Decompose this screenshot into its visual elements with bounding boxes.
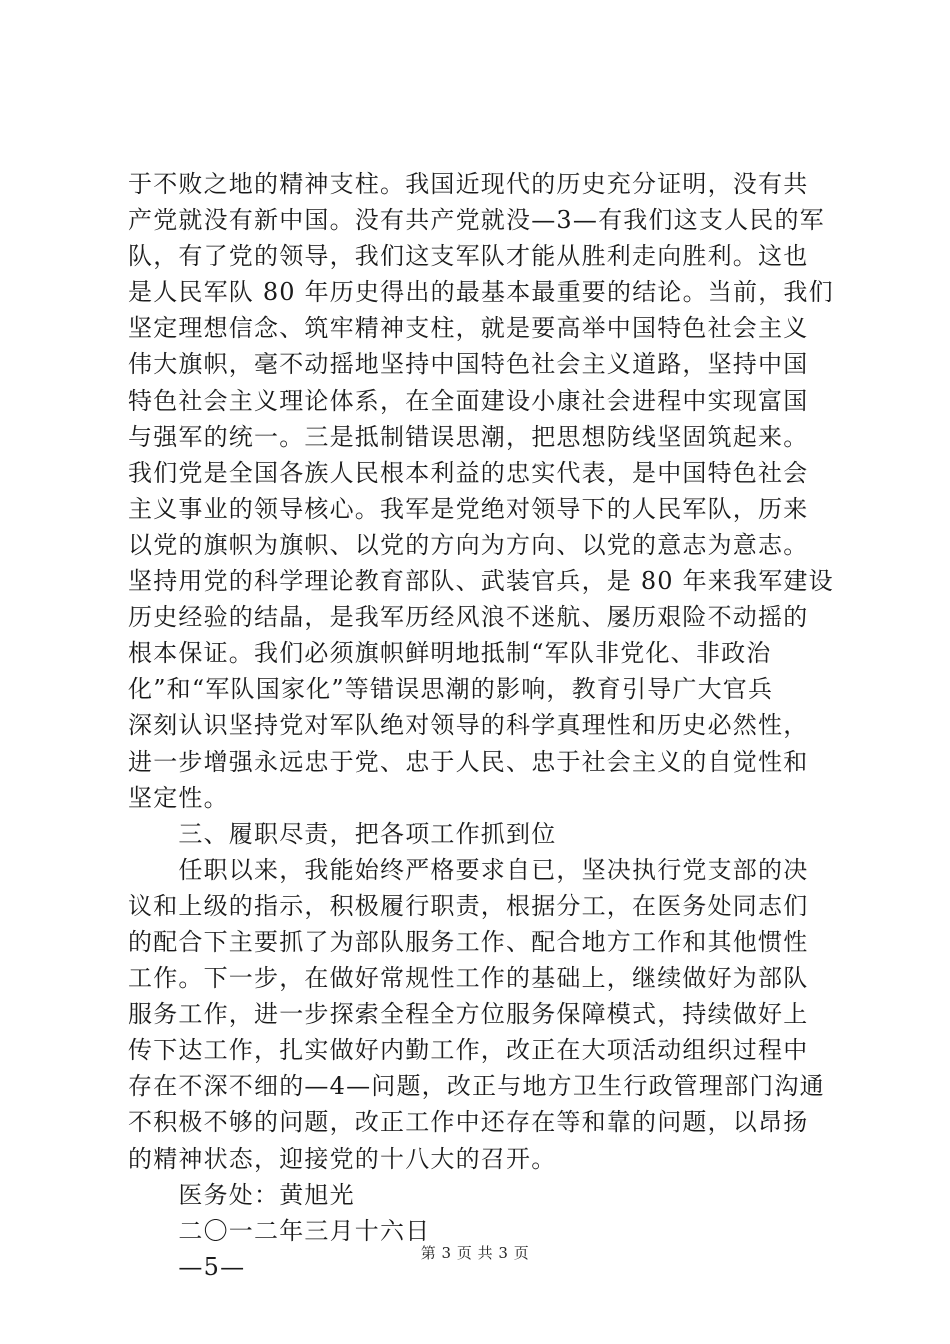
text-line: 特色社会主义理论体系，在全面建设小康社会进程中实现富国 [128,386,809,415]
text-line: 不积极不够的问题，改正工作中还存在等和靠的问题，以昂扬 [128,1108,809,1137]
text-line: 坚定性。 [128,783,229,812]
text-line: 的精神状态，迎接党的十八大的召开。 [128,1144,557,1173]
text-line: 我们党是全国各族人民根本利益的忠实代表，是中国特色社会 [128,458,809,487]
text-line: 产党就没有新中国。没有共产党就没—3—有我们这支人民的军 [128,206,825,235]
text-line: 进一步增强永远忠于党、忠于人民、忠于社会主义的自觉性和 [128,747,809,776]
text-line: 是人民军队 80 年历史得出的最基本最重要的结论。当前，我们 [128,278,834,307]
text-line: 的配合下主要抓了为部队服务工作、配合地方工作和其他惯性 [128,927,809,956]
page-footer [0,1242,950,1263]
text-line: 以党的旗帜为旗帜、以党的方向为方向、以党的意志为意志。 [128,530,809,559]
text-line: 任职以来，我能始终严格要求自已，坚决执行党支部的决 [128,855,809,884]
inline-page-marker: —5— [128,1252,246,1281]
text-line: 服务工作，进一步探索全程全方位服务保障模式，持续做好上 [128,1000,809,1029]
signature-date: 二〇一二年三月十六日 [128,1216,431,1245]
document-body [128,166,834,1285]
text-line: 历史经验的结晶，是我军历经风浪不迷航、屡历艰险不动摇的 [128,603,809,632]
signature-department: 医务处：黄旭光 [128,1180,355,1209]
page-number-label: 第 3 页 共 3 页 [420,1244,530,1262]
text-line: 化”和“军队国家化”等错误思潮的影响，教育引导广大官兵 [128,675,774,704]
text-line: 坚定理想信念、筑牢精神支柱，就是要高举中国特色社会主义 [128,314,809,343]
text-line: 队，有了党的领导，我们这支军队才能从胜利走向胜利。这也 [128,242,809,271]
text-line: 存在不深不细的—4—问题，改正与地方卫生行政管理部门沟通 [128,1072,825,1101]
text-line: 根本保证。我们必须旗帜鲜明地抵制“军队非党化、非政治 [128,639,772,668]
text-line: 传下达工作，扎实做好内勤工作，改正在大项活动组织过程中 [128,1036,809,1065]
text-line: 深刻认识坚持党对军队绝对领导的科学真理性和历史必然性， [128,711,809,740]
text-line: 议和上级的指示，积极履行职责，根据分工，在医务处同志们 [128,891,809,920]
section-heading: 三、履职尽责，把各项工作抓到位 [128,819,557,848]
text-line: 与强军的统一。三是抵制错误思潮，把思想防线坚固筑起来。 [128,422,809,451]
text-line: 于不败之地的精神支柱。我国近现代的历史充分证明，没有共 [128,170,809,198]
text-line: 伟大旗帜，毫不动摇地坚持中国特色社会主义道路，坚持中国 [128,350,809,379]
text-line: 主义事业的领导核心。我军是党绝对领导下的人民军队，历来 [128,494,809,523]
text-line: 工作。下一步，在做好常规性工作的基础上，继续做好为部队 [128,964,809,993]
text-line: 坚持用党的科学理论教育部队、武装官兵，是 80 年来我军建设 [128,567,834,596]
